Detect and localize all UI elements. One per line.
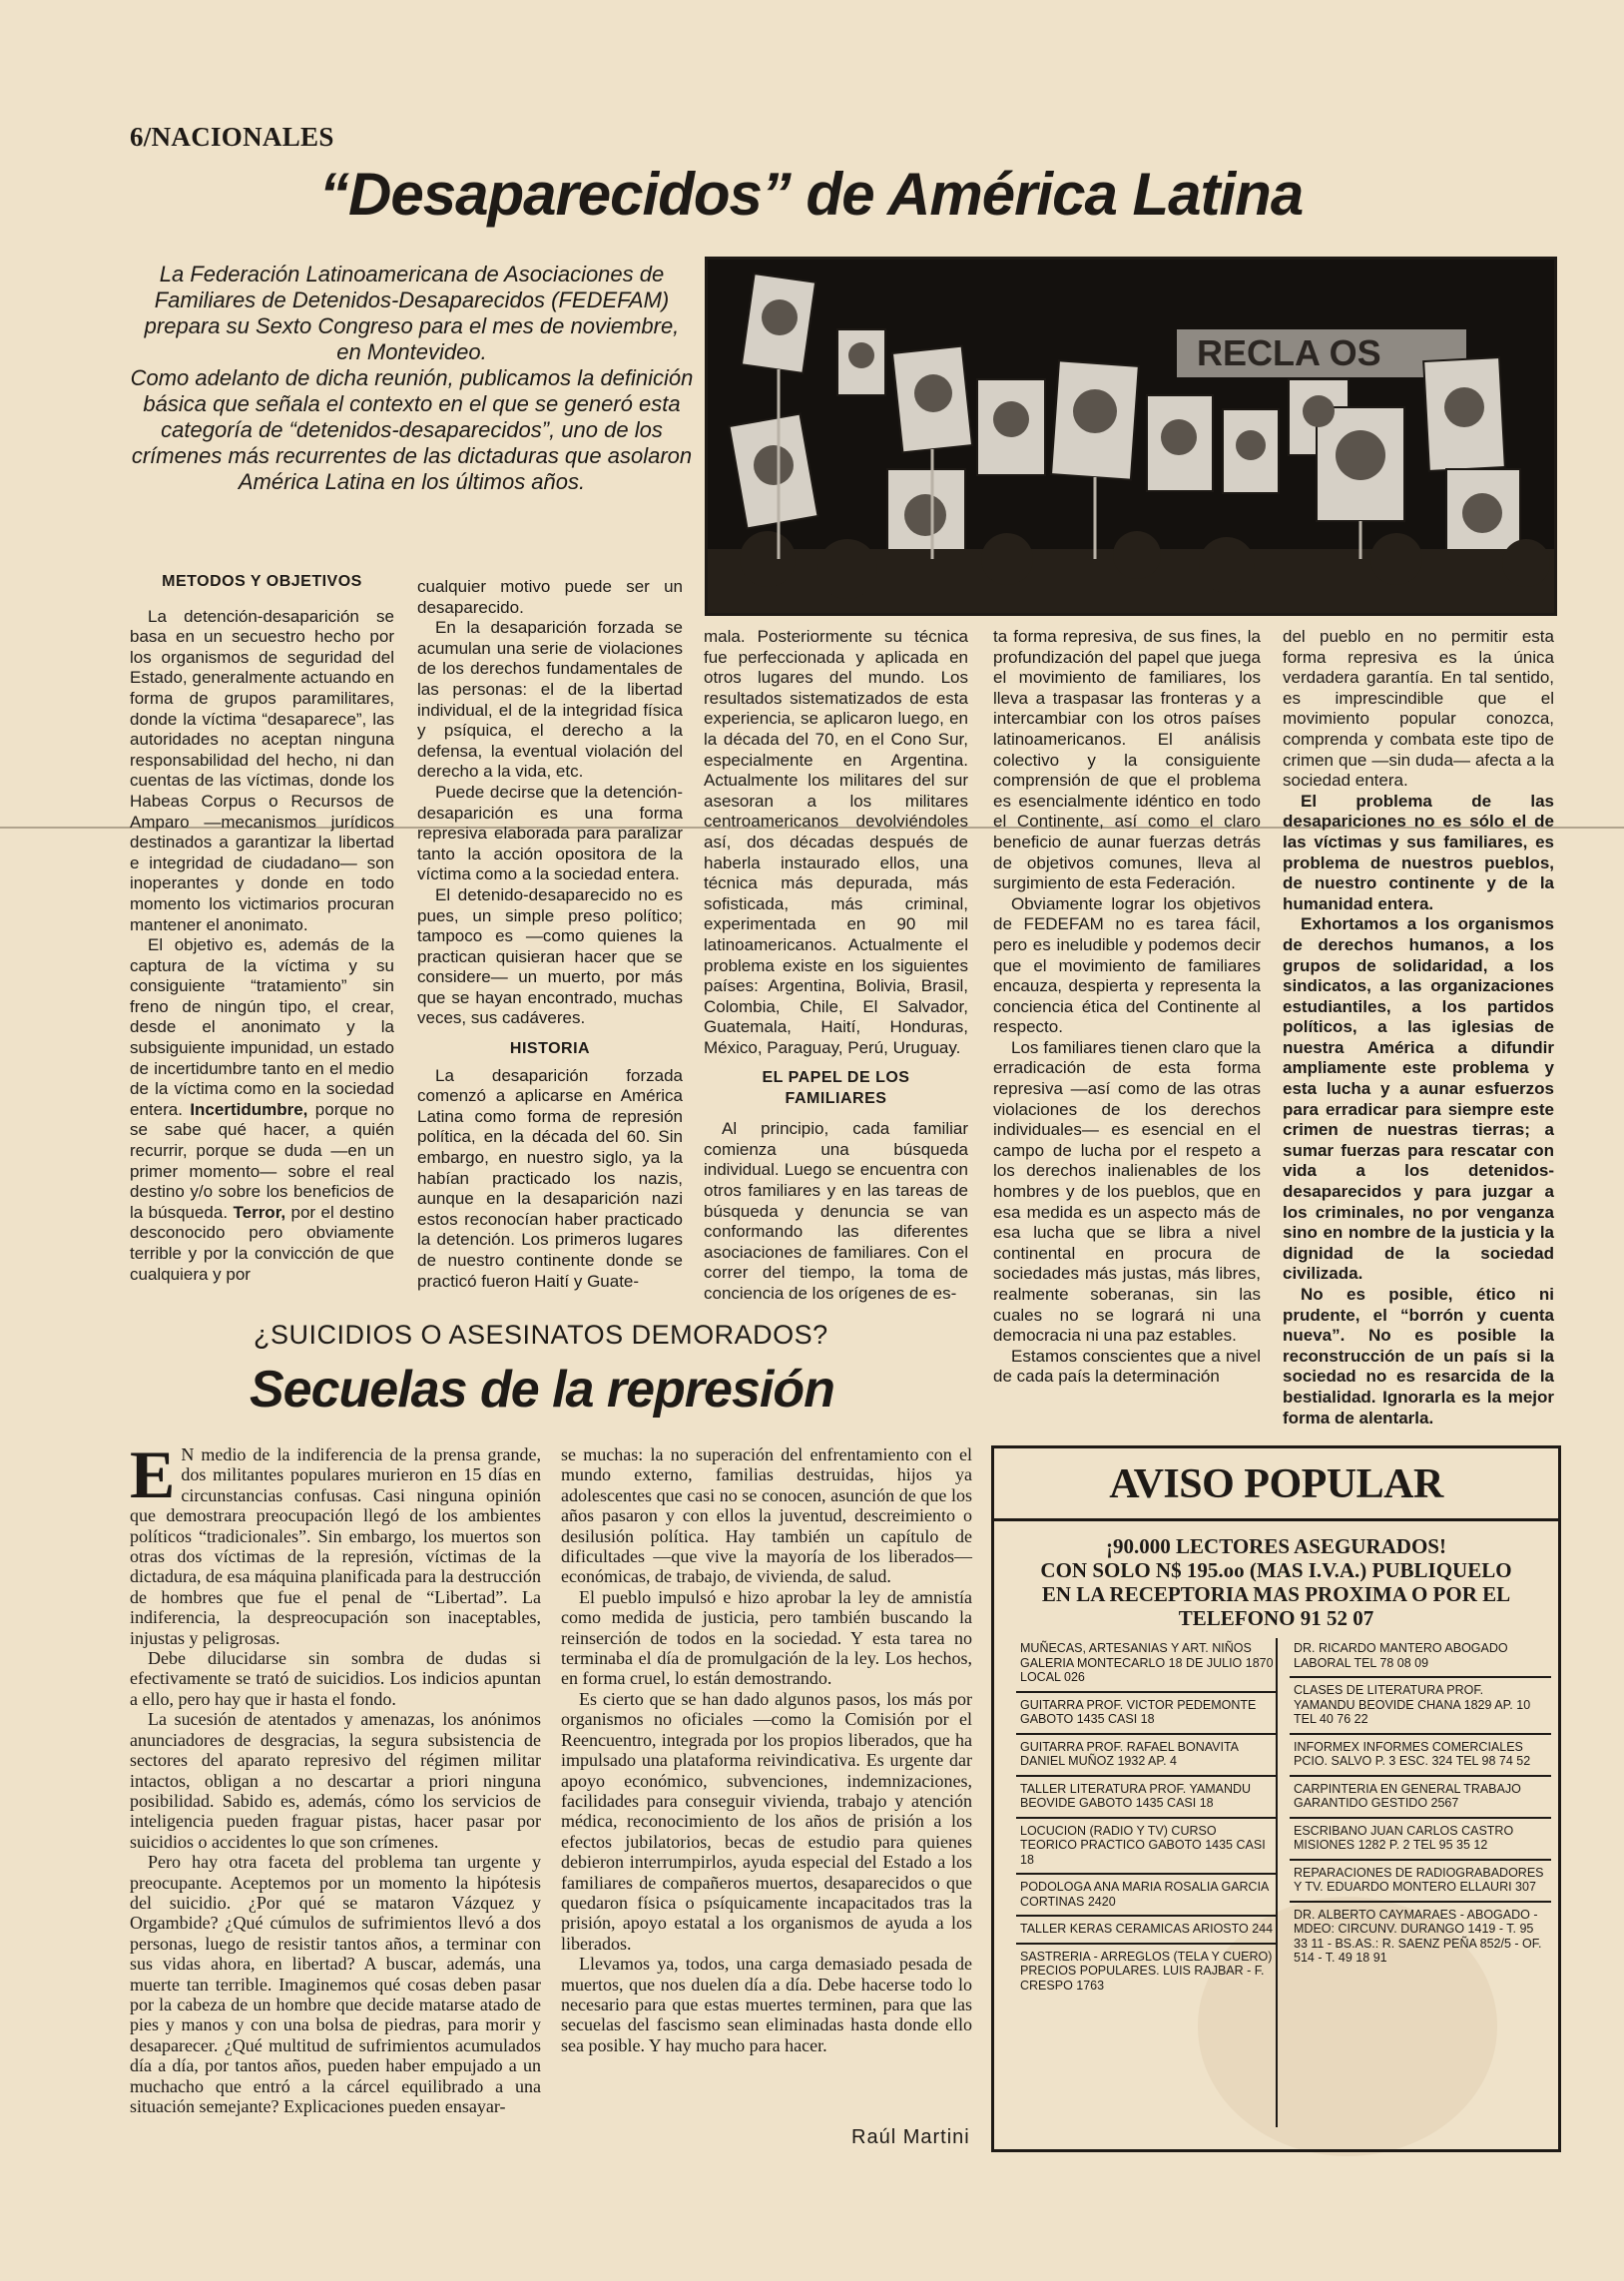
paragraph: se muchas: la no superación del enfrentamiento con el mundo externo, familias destruidas, hijos ya adolescentes que casi no se conocen, asunción de que los años pasaron y con ellos la juventud, descreimiento o desilusión política. Hay también un capítulo de dificultades —que vive la mayoría de los liberados— económicas, de trabajo, de vivienda, de salud. (561, 1444, 972, 1587)
article-column-1 (130, 572, 394, 1285)
text-run: porque no se sabe qué hacer, a quién recurrir, porque se duda —en un primer momento— sobre el real destino y/o sobre los beneficios de la búsqueda. (130, 1099, 394, 1222)
section-label: 6/NACIONALES (130, 122, 334, 152)
paragraph: del pueblo en no permitir esta forma represiva es la única verdadera garantía. En tal sentido, es imprescindible que el movimiento popular conozca, comprenda y combata este tipo de crimen que —sin duda— afecta a la sociedad entera. (1283, 627, 1554, 791)
classified-ad: INFORMEX INFORMES COMERCIALES PCIO. SALVO P. 3 ESC. 324 TEL 98 74 52 (1290, 1735, 1551, 1777)
classified-ad: MUÑECAS, ARTESANIAS Y ART. NIÑOS GALERIA MONTECARLO 18 DE JULIO 1870 LOCAL 026 (1016, 1636, 1278, 1693)
article2-column-2 (561, 1444, 972, 2055)
aviso-info (1004, 1534, 1548, 1630)
paragraph: Es cierto que se han dado algunos pasos, los más por organismos no oficiales —como la Comisión por el Reencuentro, integrada por los propios liberados, que ha impulsado una plataforma reivindicativa. Es urgente dar apoyo económico, subvenciones, indemnizaciones, facilidades para conseguir vivienda, trabajo y atención médica, reconocimiento de los años de prisión a los efectos jubilatorios, becas de estudio para quienes debieron interrumpirlos, ayuda especial del Estado a los familiares de compañeros muertos, desaparecidos o que quedaron física o psíquicamente incapacitados tras la prisión, apoyo estatal a los organismos de ayuda a los liberados. (561, 1688, 972, 1954)
classified-ad: TALLER KERAS CERAMICAS ARIOSTO 244 (1016, 1917, 1278, 1945)
aviso-line: CON SOLO N$ 195.oo (MAS I.V.A.) PUBLIQUELO (1040, 1558, 1512, 1582)
paragraph: mala. Posteriormente su técnica fue perfeccionada y aplicada en otros lugares del mundo. Los resultados sistematizados de esta experiencia, se aplicaron luego, en la década del 70, en el Cono Sur, especialmente en Argentina. Actualmente los militares del sur asesoran a los militares centroamericanos devolviéndoles así, dos décadas después de haberla instaurado ellos, una técnica más depurada, más sofisticada, más criminal, experimentada en 90 mil latinoamericanos. Actualmente el problema existe en los siguientes países: Argentina, Bolivia, Brasil, Colombia, Chile, El Salvador, Guatemala, Haití, Honduras, México, Paraguay, Perú, Uruguay. (704, 627, 968, 1057)
drop-cap: E (130, 1436, 176, 1512)
paragraph: ta forma represiva, de sus fines, la profundización del papel que juega el movimiento de familiares, los lleva a traspasar las fronteras y a intercambiar con los otros países latinoamericanos. El análisis colectivo y la consiguiente comprensión de que el problema es esencialmente idéntico en todo el Continente, así como el claro beneficio de aunar fuerzas detrás de objetivos comunes, lleva al surgimiento de esta Federación. (993, 627, 1261, 893)
aviso-title: AVISO POPULAR (1109, 1461, 1443, 1507)
article-column-3 (704, 627, 968, 1058)
intro-paragraph: Como adelanto de dicha reunión, publicamos la definición básica que señala el contexto en el que se generó esta categoría de “detenidos-desaparecidos”, uno de los crímenes más recurrentes de las dictaduras que asolaron América Latina en los últimos años. (130, 365, 694, 494)
classified-ad: LOCUCION (RADIO Y TV) CURSO TEORICO PRACTICO GABOTO 1435 CASI 18 (1016, 1819, 1278, 1876)
classified-ad: DR. ALBERTO CAYMARAES - ABOGADO - MDEO: CIRCUNV. DURANGO 1419 - T. 95 33 11 - BS.AS.: R. SAENZ PEÑA 852/5 - OF. 514 - T. 49 18 91 (1294, 1907, 1542, 1965)
divider (994, 1518, 1558, 1521)
aviso-line: ¡90.000 LECTORES ASEGURADOS! (1106, 1534, 1446, 1558)
paragraph: Al principio, cada familiar comienza una búsqueda individual. Luego se encuentra con otros familiares y en las tareas de búsqueda y denuncia se van conformando las diferentes asociaciones de familiares. Con el correr del tiempo, la toma de conciencia de los orígenes de es- (704, 1119, 968, 1303)
classified-ad: TALLER LITERATURA PROF. YAMANDU BEOVIDE GABOTO 1435 CASI 18 (1016, 1777, 1278, 1819)
paragraph: El pueblo impulsó e hizo aprobar la ley de amnistía como medida de justicia, pero también buscando la reinserción de todos en la sociedad. Y esta tarea no terminaba el día de promulgación de la ley. Los hechos, en forma cruel, lo están demostrando. (561, 1586, 972, 1689)
paragraph: Obviamente lograr los objetivos de FEDEFAM no es tarea fácil, pero es ineludible y podemos decir que el movimiento de familiares encauza, despierta y representa la conciencia ética del Continente al respecto. (993, 893, 1261, 1037)
classified-list-left (1016, 1636, 1278, 1998)
article2-column-1 (130, 1436, 541, 2116)
intro-paragraph: La Federación Latinoamericana de Asociaciones de Familiares de Detenidos-Desaparecidos (FEDEFAM) prepara su Sexto Congreso para el mes de noviembre, en Montevideo. (144, 262, 680, 364)
aviso-popular-box (991, 1445, 1561, 2152)
classified-ad: DR. RICARDO MANTERO ABOGADO LABORAL TEL 78 08 09 (1290, 1636, 1551, 1678)
column-divider (1276, 1638, 1278, 2127)
paragraph: En la desaparición forzada se acumulan una serie de violaciones de los derechos fundamentales de las personas: el de la libertad individual, el de la integridad física y psíquica, el derecho a la defensa, la eventual violación del derecho a la vida, etc. (417, 618, 683, 782)
paragraph: La desaparición forzada comenzó a aplicarse en América Latina como forma de represión política, en la década del 60. Sin embargo, en nuestro siglo, ya la habían practicado los nazis, aunque en la desaparición nazi estos reconocían haber practicado la detención. Los primeros lugares de nuestro continente donde se practicó fueron Haití y Guate- (417, 1065, 683, 1291)
article-column-4 (704, 1068, 968, 1305)
classified-ad: SASTRERIA - ARREGLOS (TELA Y CUERO) PRECIOS POPULARES. LUIS RAJBAR - F. CRESPO 1763 (1020, 1949, 1273, 1993)
text-run: N medio de la indiferencia de la prensa grande, dos militantes populares murieron en 15 días en circunstancias confusas. Casi ninguna opinión que demostrara preocupación llegó de los ambientes políticos “tradicionales”. Sin embargo, los muertos son otras dos víctimas de la represión, víctimas de la dictadura, de esa máquina planificada para la destrucción de hombres que fue el penal de “Libertad”. La indiferencia, la despreocupación son inaceptables, injustas y peligrosas. (130, 1444, 541, 1648)
article-column-2 (417, 577, 683, 1292)
classified-ad: PODOLOGA ANA MARIA ROSALIA GARCIA CORTINAS 2420 (1016, 1875, 1278, 1917)
paragraph: Puede decirse que la detención-desaparición es una forma represiva elaborada para paralizar tanto la acción opositora de la víctima como a la sociedad entera. (417, 782, 683, 884)
paragraph: Los familiares tienen claro que la erradicación de esta forma represiva —así como de las otras violaciones de los derechos individuales— es esencial en el campo de lucha por el respeto a los derechos inalienables de los hombres y de los pueblos, que en esa medida es un aspecto más de esa lucha que se libra a nivel continental en procura de sociedades más justas, más libres, realmente soberanas, sin las cuales no se logrará ni una democracia ni una paz estables. (993, 1037, 1261, 1346)
paragraph: cualquier motivo puede ser un desaparecido. (417, 577, 683, 617)
paragraph: Llevamos ya, todos, una carga demasiado pesada de muertos, que nos duelen día a día. Debe hacerse todo lo necesario para que estas muertes terminen, para que las secuelas del fascismo sean eliminadas hasta donde ello sea posible. Y hay mucho para hacer. (561, 1954, 972, 2055)
bold-text-run: Terror, (233, 1202, 286, 1222)
classified-ad: CARPINTERIA EN GENERAL TRABAJO GARANTIDO GESTIDO 2567 (1290, 1777, 1551, 1819)
text-run: por el destino desconocido pero obviamente terrible y por la convicción de que cualquiera y por (130, 1202, 394, 1284)
article-headline: Secuelas de la represión (250, 1361, 834, 1419)
main-headline: “Desaparecidos” de América Latina (319, 161, 1304, 228)
subheading-familiares: EL PAPEL DE LOS FAMILIARES (762, 1069, 910, 1107)
paragraph (130, 935, 394, 1285)
photo-banner-text: RECLA OS (1197, 332, 1381, 373)
article-column-5 (993, 627, 1261, 1388)
paragraph: La sucesión de atentados y amenazas, los anónimos anunciadores de desgracias, la segura subsistencia de sectores del aparato represivo del régimen militar intactos, obligan a no descartar a priori ninguna posibilidad. Sabido es, además, cómo los servicios de inteligencia pueden fraguar pistas, hacer pasar por suicidios o accidentes lo que son crímenes. (130, 1709, 541, 1852)
subheading-historia: HISTORIA (509, 1040, 591, 1058)
article-kicker: ¿SUICIDIOS O ASESINATOS DEMORADOS? (254, 1320, 828, 1350)
paragraph: El detenido-desaparecido no es pues, un simple preso político; tampoco es —como quienes la practican quisieran hacer que se considere— un muerto, por más que se hayan encontrado, muchas veces, sus cadáveres. (417, 884, 683, 1028)
intro-block (130, 262, 694, 495)
aviso-line: EN LA RECEPTORIA MAS PROXIMA O POR EL (1041, 1582, 1511, 1606)
protest-photo-image (708, 260, 1554, 613)
protest-photo (705, 257, 1557, 616)
subheading-metodos: METODOS Y OBJETIVOS (162, 573, 362, 590)
classified-ad: CLASES DE LITERATURA PROF. YAMANDU BEOVIDE CHANA 1829 AP. 10 TEL 40 76 22 (1290, 1678, 1551, 1735)
bold-text-run: Incertidumbre, (190, 1099, 308, 1119)
author-byline: Raúl Martini (851, 2126, 970, 2148)
paragraph (130, 1436, 541, 1648)
paragraph: La detención-desaparición se basa en un secuestro hecho por los organismos de seguridad del Estado, generalmente actuando en forma de grupos paramilitares, donde la víctima “desaparece”, las autoridades no aceptan ninguna responsabilidad del hecho, ni dan cuentas de las víctimas, donde los Habeas Corpus o Recursos de Amparo —mecanismos jurídicos destinados a garantizar la libertad e integridad de ciudadano— son inoperantes y donde en todo momento los victimarios procuran mantener el anonimato. (130, 606, 394, 934)
aviso-line: TELEFONO 91 52 07 (1178, 1606, 1374, 1630)
classified-ad: ESCRIBANO JUAN CARLOS CASTRO MISIONES 1282 P. 2 TEL 95 35 12 (1290, 1819, 1551, 1861)
classified-list-right (1290, 1636, 1551, 1972)
paragraph: Pero hay otra faceta del problema tan urgente y preocupante. Aceptemos por un momento la hipótesis del suicidio. ¿Por qué se mataron Vázquez y Orgambide? ¿Qué cúmulos de sufrimientos llevó a dos personas, luego de resistir tantos años, a terminar con sus vidas ahora, en libertad? A buscar, además, una muerte tan terrible. Imaginemos qué cosas deben pasar por la cabeza de un hombre que decide matarse atado de pies y manos y con una bolsa de piedras, para morir y desaparecer. ¿Qué multitud de sufrimientos acumulados día a día, por tantos años, pueden haber empujado a un muchacho que entró a la cárcel equilibrado a una situación semejante? Explicaciones pueden ensayar- (130, 1852, 541, 2116)
paragraph: No es posible, ético ni prudente, el “borrón y cuenta nueva”. No es posible la reconstrucción de un país si la sociedad no es resarcida de la bestialidad. Ignorarla es la mejor forma de alentarla. (1283, 1285, 1554, 1427)
text-run: El objetivo es, además de la captura de la víctima y su consiguiente “tratamiento” sin freno de ningún tipo, el crear, desde el anonimato y la subsiguiente impunidad, un estado de incertidumbre tanto en el medio de la víctima como en la sociedad entera. (130, 935, 394, 1119)
classified-ad: GUITARRA PROF. RAFAEL BONAVITA DANIEL MUÑOZ 1932 AP. 4 (1016, 1735, 1278, 1777)
paragraph: Exhortamos a los organismos de derechos humanos, a los grupos de solidaridad, a los sindicatos, a las organizaciones estudiantiles, a los partidos políticos, a las iglesias de nuestra América a difundir ampliamente este problema y esta lucha y a aunar esfuerzos para erradicar para siempre este crimen de nuestras tierras; a sumar fuerzas para rescatar con vida a los detenidos-desaparecidos y para juzgar a los criminales, no por venganza sino en nombre de la justicia y la dignidad de la sociedad civilizada. (1283, 914, 1554, 1284)
paragraph: Estamos conscientes que a nivel de cada país la determinación (993, 1346, 1261, 1387)
article-column-6 (1283, 627, 1554, 1428)
classified-ad: REPARACIONES DE RADIOGRABADORES Y TV. EDUARDO MONTERO ELLAURI 307 (1290, 1861, 1551, 1903)
classified-ad: GUITARRA PROF. VICTOR PEDEMONTE GABOTO 1435 CASI 18 (1016, 1693, 1278, 1735)
paragraph: Debe dilucidarse sin sombra de dudas si efectivamente se trató de suicidios. Los indicios apuntan a ello, pero hay que ir hasta el fondo. (130, 1648, 541, 1709)
paragraph: El problema de las desapariciones no es sólo el de las víctimas y sus familiares, es problema de nuestros pueblos, de nuestro continente y de la humanidad entera. (1283, 791, 1554, 913)
